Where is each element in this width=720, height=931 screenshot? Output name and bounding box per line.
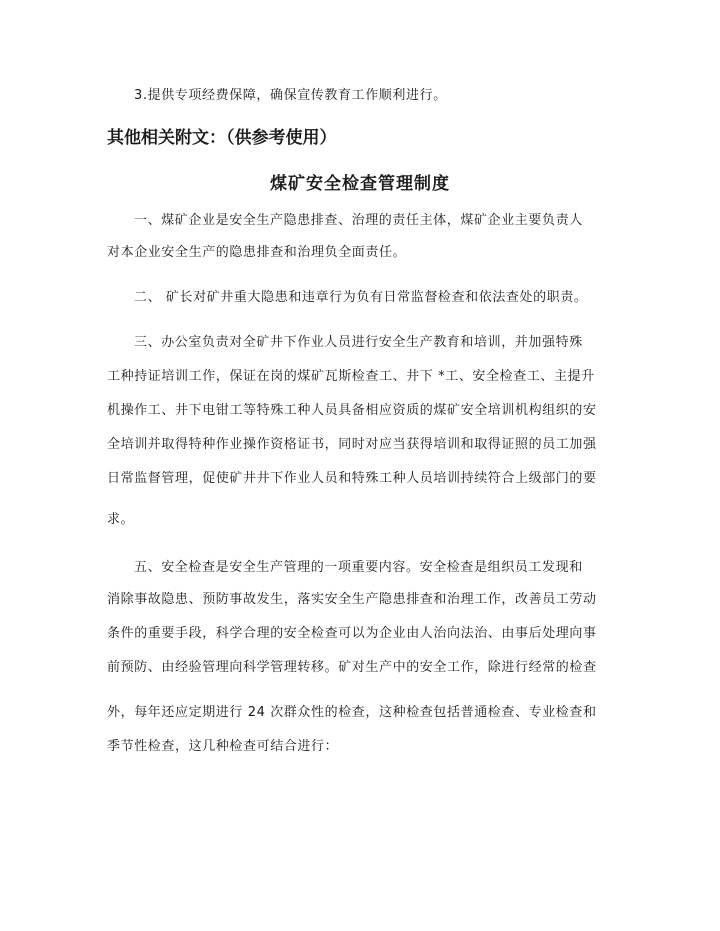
paragraph-line: 机操作工、井下电钳工等特殊工种人员具备相应资质的煤矿安全培训机构组织的安 (107, 403, 597, 418)
paragraph-line: 求。 (107, 512, 135, 527)
paragraph-line: 消除事故隐患、预防事故发生，落实安全生产隐患排查和治理工作，改善员工劳动 (107, 592, 597, 607)
paragraph-line: 前预防、由经验管理向科学管理转移。矿对生产中的安全工作，除进行经常的检查 (107, 660, 597, 675)
intro-item: 3.提供专项经费保障，确保宣传教育工作顺利进行。 (134, 88, 447, 103)
paragraph-line: 外，每年还应定期进行 24 次群众性的检查，这种检查包括普通检查、专业检查和 (107, 705, 597, 720)
paragraph-line: 二、 矿长对矿井重大隐患和违章行为负有日常监督检查和依法查处的职责。 (134, 290, 588, 305)
paragraph-line: 季节性检查，这几种检查可结合进行： (107, 739, 339, 754)
paragraph-line: 对本企业安全生产的隐患排查和治理负全面责任。 (107, 245, 407, 260)
paragraph-line: 全培训并取得特种作业操作资格证书，同时对应当获得培训和取得证照的员工加强 (107, 437, 597, 452)
paragraph-line: 三、办公室负责对全矿井下作业人员进行安全生产教育和培训，并加强特殊 (134, 335, 583, 350)
paragraph-line: 五、安全检查是安全生产管理的一项重要内容。安全检查是组织员工发现和 (134, 560, 583, 575)
paragraph-line: 条件的重要手段，科学合理的安全检查可以为企业由人治向法治、由事后处理向事 (107, 626, 597, 641)
appendix-heading: 其他相关附文：（供参考使用） (107, 128, 337, 148)
paragraph-line: 一、煤矿企业是安全生产隐患排查、治理的责任主体，煤矿企业主要负责人 (134, 213, 583, 228)
paragraph-line: 工种持证培训工作，保证在岗的煤矿瓦斯检查工、井下 *工、安全检查工、主提升 (107, 369, 595, 384)
paragraph-line: 日常监督管理，促使矿井井下作业人员和特殊工种人员培训持续符合上级部门的要 (107, 471, 597, 486)
document-title: 煤矿安全检查管理制度 (270, 174, 450, 194)
